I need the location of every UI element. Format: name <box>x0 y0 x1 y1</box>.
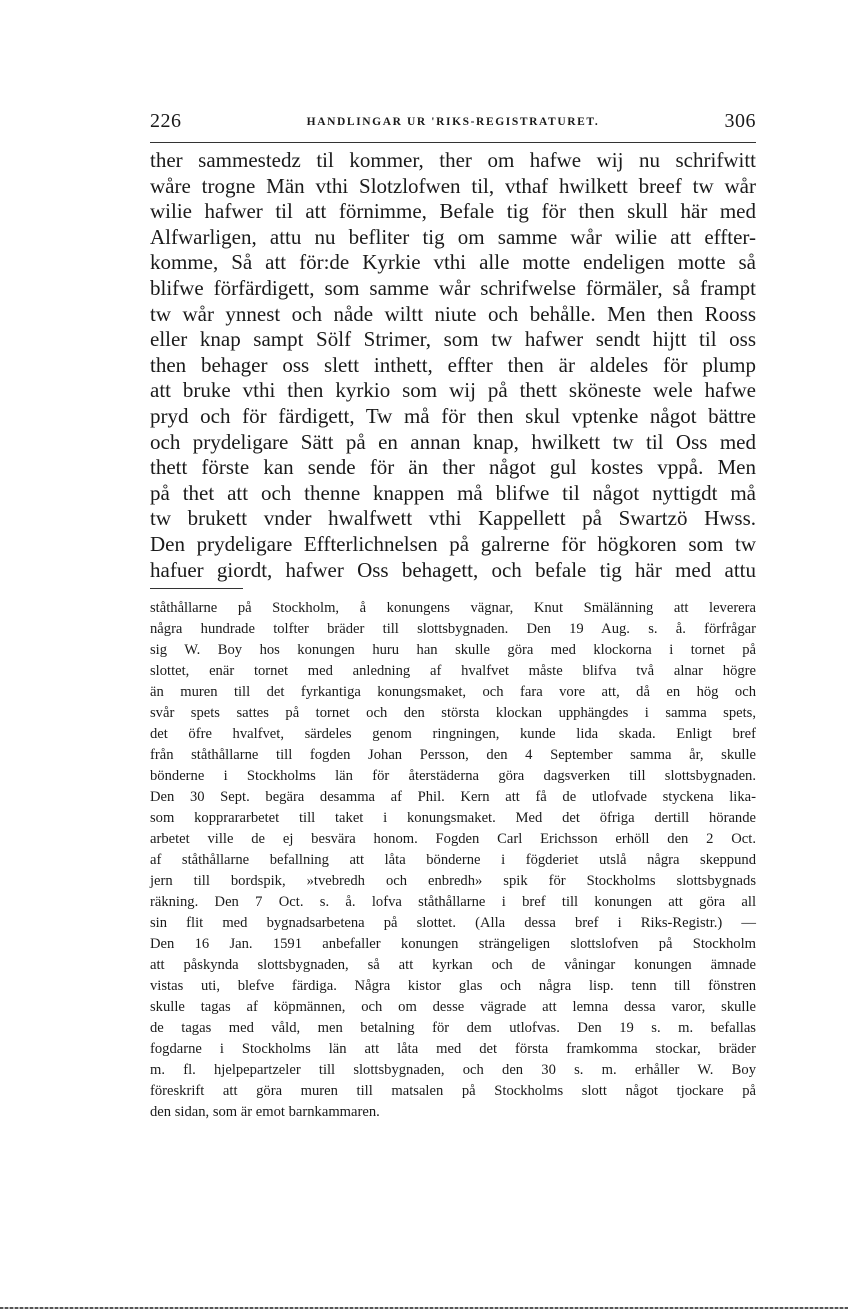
footnote-line: den sidan, som är emot barnkammaren. <box>150 1104 380 1120</box>
footnote-line: fogdarne i Stockholms län att låta med det första framkomma stockar, bräder <box>150 1041 756 1057</box>
footnote-line: arbetet ville de ej besvära honom. Fogden Carl Erichsson erhöll den 2 Oct. <box>150 831 756 847</box>
main-text-line: på thet att och thenne knappen må blifwe til något nyttigdt må <box>150 480 756 505</box>
main-text-line: Den prydeligare Effterlichnelsen på galrerne för högkoren som tw <box>150 531 756 556</box>
footnote-line: att påskynda slottsbygnaden, så att kyrkan och de våningar konungen ämnade <box>150 957 756 973</box>
main-text-line: hafuer giordt, hafwer Oss behagett, och befale tig här med attu <box>150 557 756 582</box>
footnote-line: Den 16 Jan. 1591 anbefaller konungen strängeligen slottslofven på Stockholm <box>150 936 756 952</box>
main-text-line: wilie hafwer til att förnimme, Befale tig för then skull här med <box>150 199 756 224</box>
main-text-block <box>150 148 756 583</box>
page-header <box>150 110 756 136</box>
main-text-line: tw brukett vnder hwalfwett vthi Kappellett på Swartzö Hwss. <box>150 506 756 531</box>
main-text-line: komme, Så att för:de Kyrkie vthi alle motte endeligen motte så <box>150 250 756 275</box>
footnote-line: föreskrift att göra muren till matsalen på Stockholms slott något tjockare på <box>150 1083 756 1099</box>
footnote-line: sin flit med bygnadsarbetena på slottet. (Alla dessa bref i Riks-Registr.) — <box>150 915 756 931</box>
footnote-line: ståthållarne på Stockholm, å konungens vägnar, Knut Smälänning att leverera <box>150 600 756 616</box>
footnote-line: af ståthållarne befallning att låta bönderne i fögderiet utslå några skeppund <box>150 852 756 868</box>
running-title: HANDLINGAR UR 'RIKS-REGISTRATURET. <box>306 116 600 128</box>
scan-bottom-edge <box>0 1307 848 1309</box>
footnote-line: än muren till det fyrkantiga konungsmaket, och fara vore att, då en hög och <box>150 684 756 700</box>
footnote-line: m. fl. hjelpepartzeler till slottsbygnaden, och den 30 s. m. erhåller W. Boy <box>150 1062 756 1078</box>
document-number: 306 <box>724 110 756 132</box>
main-text-line: eller knap sampt Sölf Strimer, som tw hafwer sendt hijtt til oss <box>150 327 756 352</box>
footnote-line: de tagas med våld, men betalning för dem utlofvas. Den 19 s. m. befallas <box>150 1020 756 1036</box>
footnote-line: slottet, enär tornet med anledning af hvalfvet måste blifva två alnar högre <box>150 663 756 679</box>
main-text-line: ther sammestedz til kommer, ther om hafwe wij nu schrifwitt <box>150 148 756 172</box>
main-text-line: tw wår ynnest och nåde wiltt niute och behålle. Men then Rooss <box>150 301 756 326</box>
footnote-block <box>150 598 756 1123</box>
footnote-line: några hundrade tolfter bräder till slottsbygnaden. Den 19 Aug. s. å. förfrågar <box>150 621 756 637</box>
main-text-line: Alfwarligen, attu nu befliter tig om samme wår wilie att effter- <box>150 224 756 249</box>
page-number: 226 <box>150 110 182 132</box>
main-text-line: och prydeligare Sätt på en annan knap, hwilkett tw til Oss med <box>150 429 756 454</box>
footnote-line: vistas uti, blefve färdiga. Några kistor glas och några lisp. tenn till fönstren <box>150 978 756 994</box>
header-rule <box>150 142 756 143</box>
main-text-line: then behager oss slett inthett, effter then är aldeles för plump <box>150 352 756 377</box>
main-text-line: thett förste kan sende för än ther något gul kostes vppå. Men <box>150 455 756 480</box>
footnote-line: som kopprararbetet till taket i konungsmaket. Med det öfriga dertill hörande <box>150 810 756 826</box>
footnote-rule <box>150 588 243 589</box>
footnote-line: jern till bordspik, »tvebredh och enbredh» spik för Stockholms slottsbygnads <box>150 873 756 889</box>
footnote-line: från ståthållarne till fogden Johan Persson, den 4 September samma år, skulle <box>150 747 756 763</box>
main-text-line: blifwe förfärdigett, som samme wår schrifwelse förmäler, så frampt <box>150 275 756 300</box>
footnote-line: Den 30 Sept. begära desamma af Phil. Kern att få de utlofvade styckena lika- <box>150 789 756 805</box>
main-text-line: wåre trogne Män vthi Slotzlofwen til, vthaf hwilkett breef tw wår <box>150 173 756 198</box>
main-text-line: pryd och för färdigett, Tw må för then skul vptenke något bättre <box>150 403 756 428</box>
footnote-line: svår spets sattes på tornet och den största klockan upphängdes i samma spets, <box>150 705 756 721</box>
footnote-line: det öfre hvalfvet, särdeles genom ringningen, kunde lida skada. Enligt bref <box>150 726 756 742</box>
footnote-line: sig W. Boy hos konungen huru han skulle göra med klockorna i tornet på <box>150 642 756 658</box>
main-text-line: att bruke vthi then kyrkio som wij på thett sköneste wele hafwe <box>150 378 756 403</box>
footnote-line: bönderne i Stockholms län för återstäderna göra dagsverken till slottsbygnaden. <box>150 768 756 784</box>
footnote-line: skulle tagas af köpmännen, och om desse vägrade att lemna dessa varor, skulle <box>150 999 756 1015</box>
footnote-line: räkning. Den 7 Oct. s. å. lofva ståthållarne i bref till konungen att göra all <box>150 894 756 910</box>
